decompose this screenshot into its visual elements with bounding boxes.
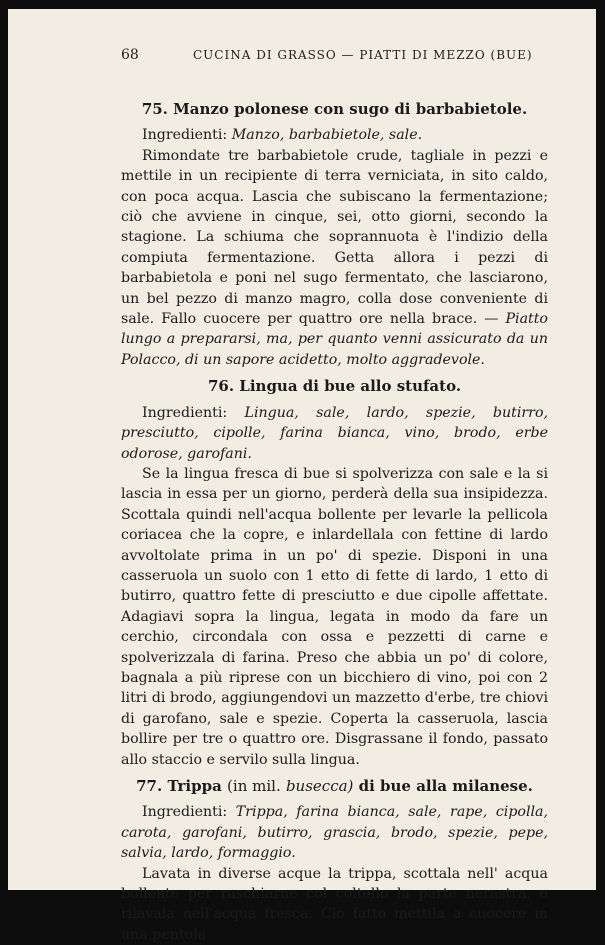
ingredients-list: Manzo, barbabietole, sale.	[231, 127, 423, 144]
recipe-name-dialect: busecca)	[285, 777, 354, 795]
page-content	[121, 93, 548, 945]
recipe-title-75	[121, 99, 548, 119]
ingredients-list: Lingua, sale, lardo, spezie, butirro, presciutto, cipolle, farina bianca, vino, brodo, erbe odorose, garofani.	[121, 404, 548, 462]
ingredients-label: Ingredienti:	[142, 127, 228, 144]
ingredients-label: Ingredienti:	[142, 804, 228, 821]
recipe-body-77	[121, 864, 548, 945]
body-italic-note: Piatto lungo a prepararsi, ma, per quanto venni assicurato da un Polacco, di un sapore acidetto, molto aggradevole.	[121, 311, 548, 368]
recipe-number: 77.	[136, 777, 163, 795]
recipe-name: Lingua di bue allo stufato.	[239, 377, 462, 396]
recipe-name: Trippa	[167, 777, 222, 795]
recipe-name-dialect-label: (in mil.	[227, 777, 281, 795]
recipe-name: Manzo polonese con sugo di barbabietole.	[173, 100, 528, 118]
recipe-number: 75.	[141, 100, 168, 118]
recipe-number: 76.	[207, 377, 235, 396]
recipe-title-77	[121, 776, 548, 796]
ingredients-list: Trippa, farina bianca, sale, rape, cipolla, carota, garofani, butirro, grascia, brodo, spezie, pepe, salvia, lardo, formaggio.	[121, 804, 549, 862]
page-number: 68	[121, 47, 139, 63]
ingredients-label: Ingredienti:	[142, 404, 228, 421]
recipe-body-76	[121, 464, 548, 770]
book-page	[8, 9, 596, 943]
recipe-body-75	[121, 146, 548, 370]
ingredients-77	[121, 802, 548, 863]
body-text: Lavata in diverse acque la trippa, scottala nell' acqua bollente per raschiarne col coltello la parte nerastra, e rilavala nell'acqua fresca. Ciò fatto mettila a cuocere in una pentola	[121, 865, 548, 943]
ingredients-76	[121, 403, 548, 464]
body-text: Se la lingua fresca di bue si spolverizza con sale e la si lascia in essa per un giorno, perderà della sua insipidezza. Scottala quindi nell'acqua bollente per levarle la pellicola coriacea che la copre, e inlardellala con fettine di lardo avvoltolate prima in un po' di spezie. Disponi in una casseruola un suolo con 1 etto di fette di lardo, 1 etto di butirro, quattro fette di presciutto e due cipolle affettate. Adagiavi sopra la lingua, legata in modo da fare un cerchio, circondala con ossa e pezzetti di carne e spolverizzala di farina. Preso che abbia un po' di colore, bagnala a più riprese con un bicchiero di vino, poi con 2 litri di brodo, aggiungendovi un mazzetto d'erbe, tre chiovi di garofano, sale e spezie. Coperta la casseruola, lascia bollire per tre o quattro ore. Disgrassane il fondo, passato allo staccio e servilo sulla lingua.	[121, 465, 548, 768]
ingredients-75	[121, 125, 548, 145]
recipe-title-76	[121, 376, 548, 396]
body-text: Rimondate tre barbabietole crude, tagliale in pezzi e mettile in un recipiente di terra verniciata, in sito caldo, con poca acqua. Lascia che subiscano la fermentazione; ciò che avviene in cinque, sei, otto giorni, secondo la stagione. La schiuma che soprannuota è l'indizio della compiuta fermentazione. Getta allora i pezzi di barbabietola e poni nel sugo fermentato, che lasciarono, un bel pezzo di manzo magro, colla dose conveniente di sale. Fallo cuocere per quattro ore nella brace. —	[121, 147, 548, 328]
recipe-name-suffix: di bue alla milanese.	[358, 777, 533, 795]
running-title: CUCINA DI GRASSO — PIATTI DI MEZZO (BUE)	[193, 48, 533, 62]
